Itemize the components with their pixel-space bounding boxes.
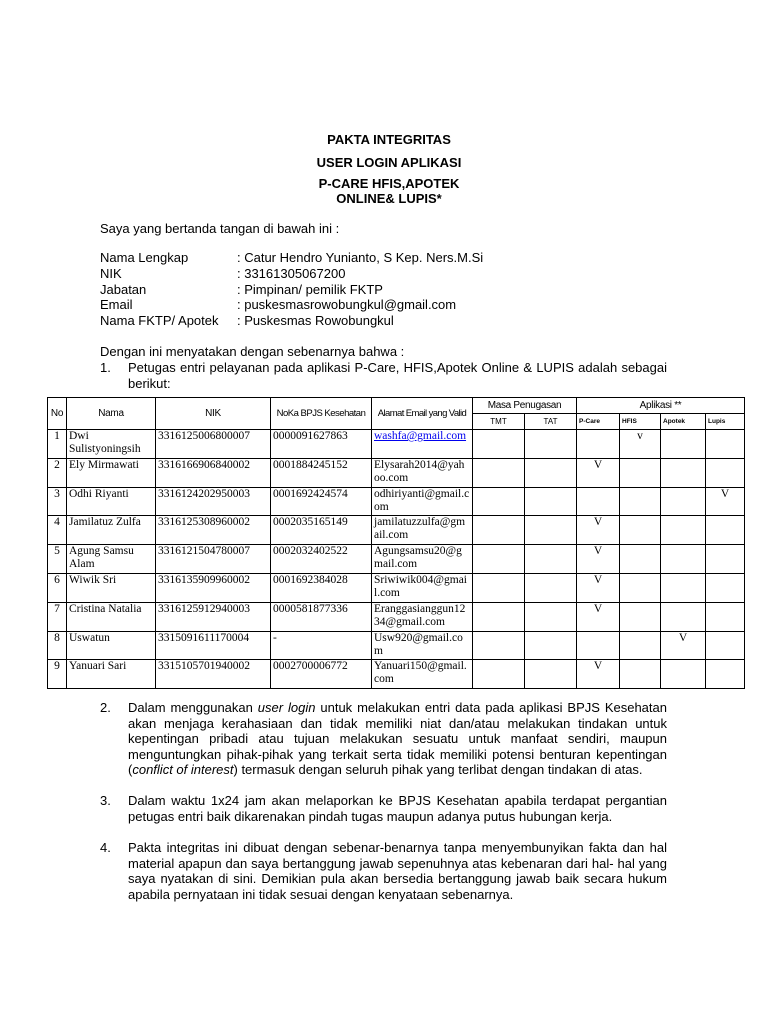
cell-no: 5 — [48, 545, 67, 574]
list-text: Pakta integritas ini dibuat dengan sebenar-benarnya tanpa menyembunyikan fakta dan hal material apapun dan saya bertanggung jawab sepenuhnya atas kebenaran dari hal- hal yang saya nyatakan di sini. Demikian pula akan bersedia bertanggung jawab baik secara hukum apabila pernyataan ini tidak sesuai dengan kenyataan sebenarnya. — [128, 840, 667, 902]
cell-tmt — [473, 660, 525, 689]
list-text: Petugas entri pelayanan pada aplikasi P-Care, HFIS,Apotek Online & LUPIS adalah sebagai berikut: — [128, 360, 667, 391]
list-number: 2. — [100, 700, 111, 715]
cell-nik: 3315091611170004 — [156, 631, 271, 660]
cell-pcare: V — [577, 545, 620, 574]
identity-value: : 33161305067200 — [237, 266, 346, 281]
header-noka: NoKa BPJS Kesehatan — [271, 398, 372, 430]
cell-noka: - — [271, 631, 372, 660]
identity-value: : puskesmasrowobungkul@gmail.com — [237, 297, 457, 312]
cell-hfis — [620, 516, 661, 545]
doc-subtitle-apps: P-CARE HFIS,APOTEK — [318, 176, 460, 191]
cell-no: 3 — [48, 487, 67, 516]
list-text-italic: conflict of interest — [132, 762, 234, 777]
list-item-4 — [100, 840, 668, 920]
cell-tmt — [473, 458, 525, 487]
table-row — [48, 631, 745, 660]
cell-nama: Agung Samsu Alam — [67, 545, 156, 574]
cell-noka: 0002032402522 — [271, 545, 372, 574]
cell-email: Yanuari150@gmail.com — [372, 660, 473, 689]
header-no: No — [48, 398, 67, 430]
identity-value: : Catur Hendro Yunianto, S Kep. Ners.M.Si — [237, 250, 484, 265]
identity-label: Nama Lengkap — [100, 250, 189, 265]
cell-email: odhiriyanti@gmail.com — [372, 487, 473, 516]
identity-label: Nama FKTP/ Apotek — [100, 313, 219, 328]
table-row — [48, 602, 745, 631]
cell-apotek — [661, 458, 706, 487]
cell-lupis — [706, 545, 745, 574]
cell-no: 7 — [48, 602, 67, 631]
cell-email: Sriwiwik004@gmail.com — [372, 573, 473, 602]
header-hfis: HFIS — [620, 414, 661, 430]
header-tat: TAT — [525, 414, 577, 430]
cell-tat — [525, 487, 577, 516]
cell-pcare: V — [577, 516, 620, 545]
cell-lupis — [706, 602, 745, 631]
cell-lupis — [706, 573, 745, 602]
cell-nik: 3315105701940002 — [156, 660, 271, 689]
cell-apotek — [661, 487, 706, 516]
email-link[interactable]: washfa@gmail.com — [374, 430, 467, 442]
cell-nama: Ely Mirmawati — [67, 458, 156, 487]
cell-lupis — [706, 631, 745, 660]
list-text-italic: user login — [257, 700, 316, 715]
cell-apotek — [661, 430, 706, 459]
cell-nik: 3316166906840002 — [156, 458, 271, 487]
cell-noka: 0002035165149 — [271, 516, 372, 545]
header-apotek: Apotek — [661, 414, 706, 430]
cell-pcare — [577, 430, 620, 459]
identity-value: : Puskesmas Rowobungkul — [237, 313, 394, 328]
list-text-part: untuk melakukan entri data pada aplikasi BPJS Kesehatan akan menjaga kerahasiaan dan tidak memiliki niat dan/atau melakukan tindakan untuk kepentingan pribadi atau tujuan melakukan sesuatu untuk manfaat sendiri, maupun menguntungkan pihak-pihak yang terkait serta tidak memiliki potensi benturan kepentingan ( — [128, 700, 667, 777]
header-nama: Nama — [67, 398, 156, 430]
table-row — [48, 545, 745, 574]
cell-apotek — [661, 516, 706, 545]
cell-nik: 3316124202950003 — [156, 487, 271, 516]
cell-apotek — [661, 602, 706, 631]
cell-hfis — [620, 487, 661, 516]
cell-noka: 0002700006772 — [271, 660, 372, 689]
cell-pcare: V — [577, 458, 620, 487]
cell-noka: 0001692384028 — [271, 573, 372, 602]
cell-pcare: V — [577, 573, 620, 602]
cell-tmt — [473, 602, 525, 631]
cell-tat — [525, 602, 577, 631]
cell-noka: 0001884245152 — [271, 458, 372, 487]
cell-lupis — [706, 458, 745, 487]
cell-hfis — [620, 545, 661, 574]
cell-email: Elysarah2014@yahoo.com — [372, 458, 473, 487]
list-number: 1. — [100, 360, 111, 375]
identity-label: NIK — [100, 266, 122, 281]
cell-no: 1 — [48, 430, 67, 459]
cell-tmt — [473, 631, 525, 660]
cell-tmt — [473, 430, 525, 459]
cell-lupis — [706, 430, 745, 459]
cell-noka: 0000091627863 — [271, 430, 372, 459]
cell-tmt — [473, 545, 525, 574]
header-masa-penugasan: Masa Penugasan — [473, 398, 577, 414]
header-nik: NIK — [156, 398, 271, 430]
list-text: Dalam waktu 1x24 jam akan melaporkan ke BPJS Kesehatan apabila terdapat pergantian petugas entri baik dikarenakan pindah tugas maupun adanya putus hubungan kerja. — [128, 793, 667, 824]
cell-hfis — [620, 602, 661, 631]
doc-subtitle-apps-2: ONLINE& LUPIS* — [336, 191, 442, 206]
header-lupis: Lupis — [706, 414, 745, 430]
header-aplikasi: Aplikasi ** — [577, 398, 745, 414]
cell-tat — [525, 660, 577, 689]
cell-hfis: v — [620, 430, 661, 459]
cell-email: jamilatuzzulfa@gmail.com — [372, 516, 473, 545]
cell-tmt — [473, 487, 525, 516]
cell-lupis: V — [706, 487, 745, 516]
list-item-2 — [100, 700, 668, 792]
cell-hfis — [620, 573, 661, 602]
header-email: Alamat Email yang Valid — [372, 398, 473, 430]
cell-tat — [525, 430, 577, 459]
cell-apotek: V — [661, 631, 706, 660]
cell-lupis — [706, 516, 745, 545]
header-tmt: TMT — [473, 414, 525, 430]
cell-pcare — [577, 631, 620, 660]
list-number: 4. — [100, 840, 111, 855]
table-row — [48, 487, 745, 516]
cell-tmt — [473, 573, 525, 602]
identity-label: Jabatan — [100, 282, 147, 297]
cell-pcare: V — [577, 602, 620, 631]
cell-nama: Cristina Natalia — [67, 602, 156, 631]
cell-pcare: V — [577, 660, 620, 689]
cell-tat — [525, 573, 577, 602]
cell-nik: 3316125006800007 — [156, 430, 271, 459]
cell-lupis — [706, 660, 745, 689]
cell-tat — [525, 458, 577, 487]
table-row — [48, 573, 745, 602]
cell-nik: 3316135909960002 — [156, 573, 271, 602]
intro-text: Saya yang bertanda tangan di bawah ini : — [100, 221, 340, 236]
cell-apotek — [661, 573, 706, 602]
table-row — [48, 458, 745, 487]
header-pcare: P-Care — [577, 414, 620, 430]
cell-no: 8 — [48, 631, 67, 660]
cell-tmt — [473, 516, 525, 545]
cell-no: 4 — [48, 516, 67, 545]
list-number: 3. — [100, 793, 111, 808]
cell-nama: Uswatun — [67, 631, 156, 660]
cell-hfis — [620, 458, 661, 487]
list-text-part: Dalam menggunakan — [128, 700, 258, 715]
cell-tat — [525, 516, 577, 545]
cell-nama: Yanuari Sari — [67, 660, 156, 689]
cell-nama: Jamilatuz Zulfa — [67, 516, 156, 545]
doc-subtitle: USER LOGIN APLIKASI — [316, 155, 462, 170]
cell-apotek — [661, 660, 706, 689]
cell-email: Usw920@gmail.com — [372, 631, 473, 660]
cell-noka: 0000581877336 — [271, 602, 372, 631]
table-row — [48, 430, 745, 459]
cell-pcare — [577, 487, 620, 516]
table-row — [48, 660, 745, 689]
table-row — [48, 516, 745, 545]
cell-nik: 3316121504780007 — [156, 545, 271, 574]
cell-tat — [525, 545, 577, 574]
cell-email: Eranggasianggun1234@gmail.com — [372, 602, 473, 631]
cell-no: 2 — [48, 458, 67, 487]
list-item-3 — [100, 793, 668, 839]
cell-nama: Wiwik Sri — [67, 573, 156, 602]
cell-tat — [525, 631, 577, 660]
cell-email: Agungsamsu20@gmail.com — [372, 545, 473, 574]
cell-hfis — [620, 631, 661, 660]
list-text-part: ) termasuk dengan seluruh pihak yang terlibat dengan tindakan di atas. — [233, 762, 643, 777]
cell-hfis — [620, 660, 661, 689]
cell-apotek — [661, 545, 706, 574]
cell-nama: Dwi Sulistyoningsih — [67, 430, 156, 459]
list-item-1 — [100, 360, 668, 392]
petugas-table — [47, 397, 745, 689]
cell-email[interactable] — [372, 430, 473, 459]
cell-noka: 0001692424574 — [271, 487, 372, 516]
cell-no: 9 — [48, 660, 67, 689]
identity-value: : Pimpinan/ pemilik FKTP — [237, 282, 383, 297]
cell-no: 6 — [48, 573, 67, 602]
statement-text: Dengan ini menyatakan dengan sebenarnya bahwa : — [100, 344, 405, 359]
doc-title: PAKTA INTEGRITAS — [327, 132, 451, 147]
list-text — [128, 700, 667, 778]
cell-nik: 3316125308960002 — [156, 516, 271, 545]
identity-label: Email — [100, 297, 133, 312]
cell-nik: 3316125912940003 — [156, 602, 271, 631]
cell-nama: Odhi Riyanti — [67, 487, 156, 516]
